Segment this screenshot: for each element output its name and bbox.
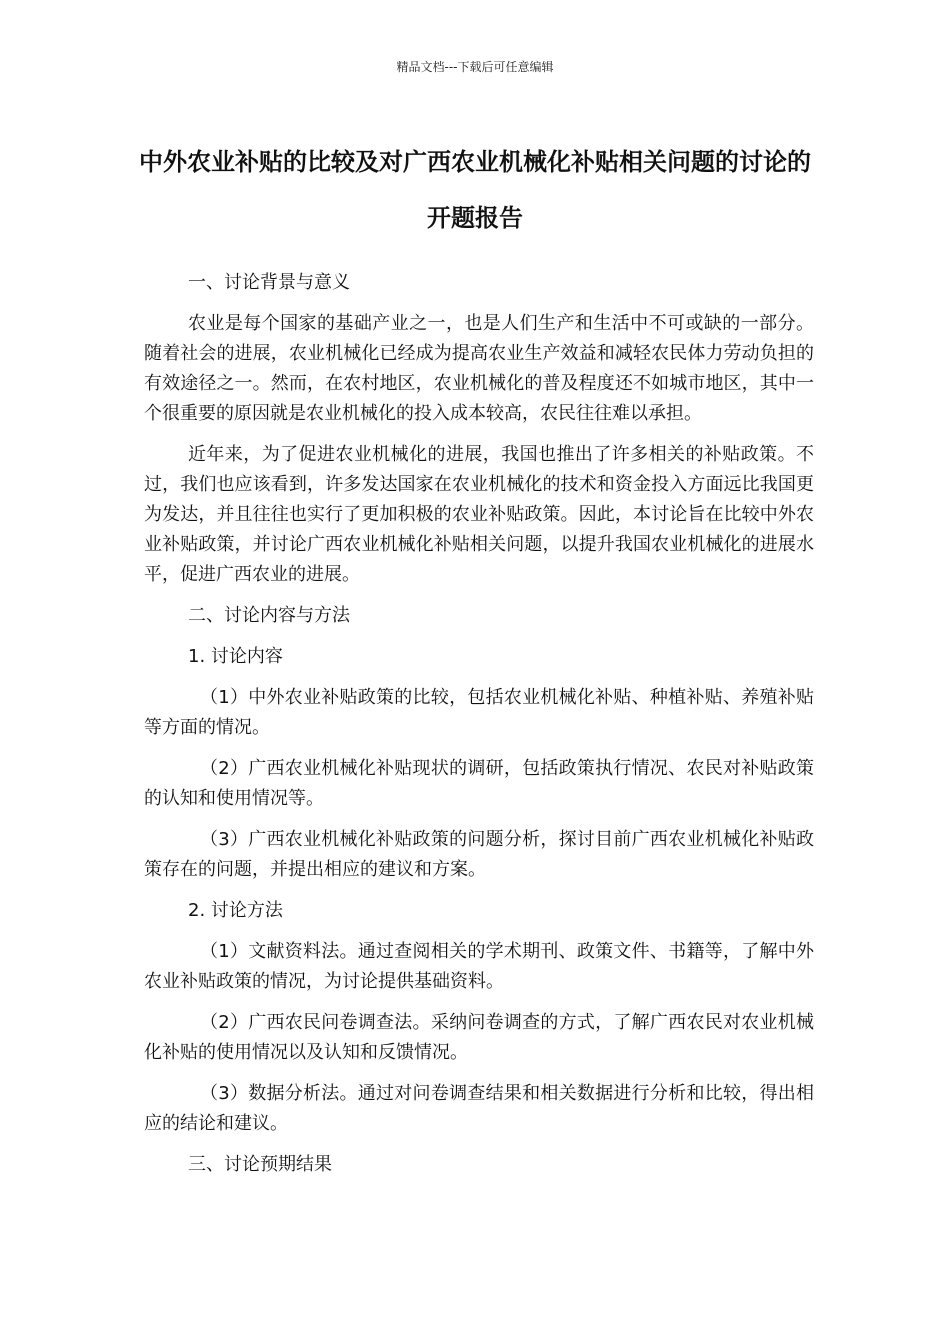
document-title: 中外农业补贴的比较及对广西农业机械化补贴相关问题的讨论的开题报告 [139, 148, 811, 232]
paragraph-background-1: 农业是每个国家的基础产业之一，也是人们生产和生活中不可或缺的一部分。随着社会的进展，农业机械化已经成为提高农业生产效益和减轻农民体力劳动负担的有效途径之一。然而，在农村地区，农业机械化的普及程度还不如城市地区，其中一个很重要的原因就是农业机械化的投入成本较高，农民往往难以承担。 [144, 313, 814, 424]
content-item-1: （1）中外农业补贴政策的比较，包括农业机械化补贴、种植补贴、养殖补贴等方面的情况。 [144, 687, 814, 738]
section-heading-background: 一、讨论背景与意义 [188, 272, 350, 293]
method-item-1: （1）文献资料法。通过查阅相关的学术期刊、政策文件、书籍等，了解中外农业补贴政策的情况，为讨论提供基础资料。 [144, 941, 814, 992]
header-note: 精品文档---下载后可任意编辑 [396, 60, 554, 74]
section-heading-expected-results: 三、讨论预期结果 [188, 1154, 332, 1175]
subsection-heading-method: 2. 讨论方法 [188, 900, 283, 921]
content-item-3: （3）广西农业机械化补贴政策的问题分析，探讨目前广西农业机械化补贴政策存在的问题，并提出相应的建议和方案。 [144, 829, 814, 880]
content-item-2: （2）广西农业机械化补贴现状的调研，包括政策执行情况、农民对补贴政策的认知和使用情况等。 [144, 758, 814, 809]
subsection-heading-content: 1. 讨论内容 [188, 646, 283, 667]
method-item-3: （3）数据分析法。通过对问卷调查结果和相关数据进行分析和比较，得出相应的结论和建议。 [144, 1083, 814, 1134]
paragraph-background-2: 近年来，为了促进农业机械化的进展，我国也推出了许多相关的补贴政策。不过，我们也应该看到，许多发达国家在农业机械化的技术和资金投入方面远比我国更为发达，并且往往也实行了更加积极的农业补贴政策。因此，本讨论旨在比较中外农业补贴政策，并讨论广西农业机械化补贴相关问题，以提升我国农业机械化的进展水平，促进广西农业的进展。 [144, 444, 814, 585]
section-heading-content-method: 二、讨论内容与方法 [188, 605, 350, 626]
method-item-2: （2）广西农民问卷调查法。采纳问卷调查的方式，了解广西农民对农业机械化补贴的使用情况以及认知和反馈情况。 [144, 1012, 814, 1063]
document-body [144, 268, 814, 1191]
